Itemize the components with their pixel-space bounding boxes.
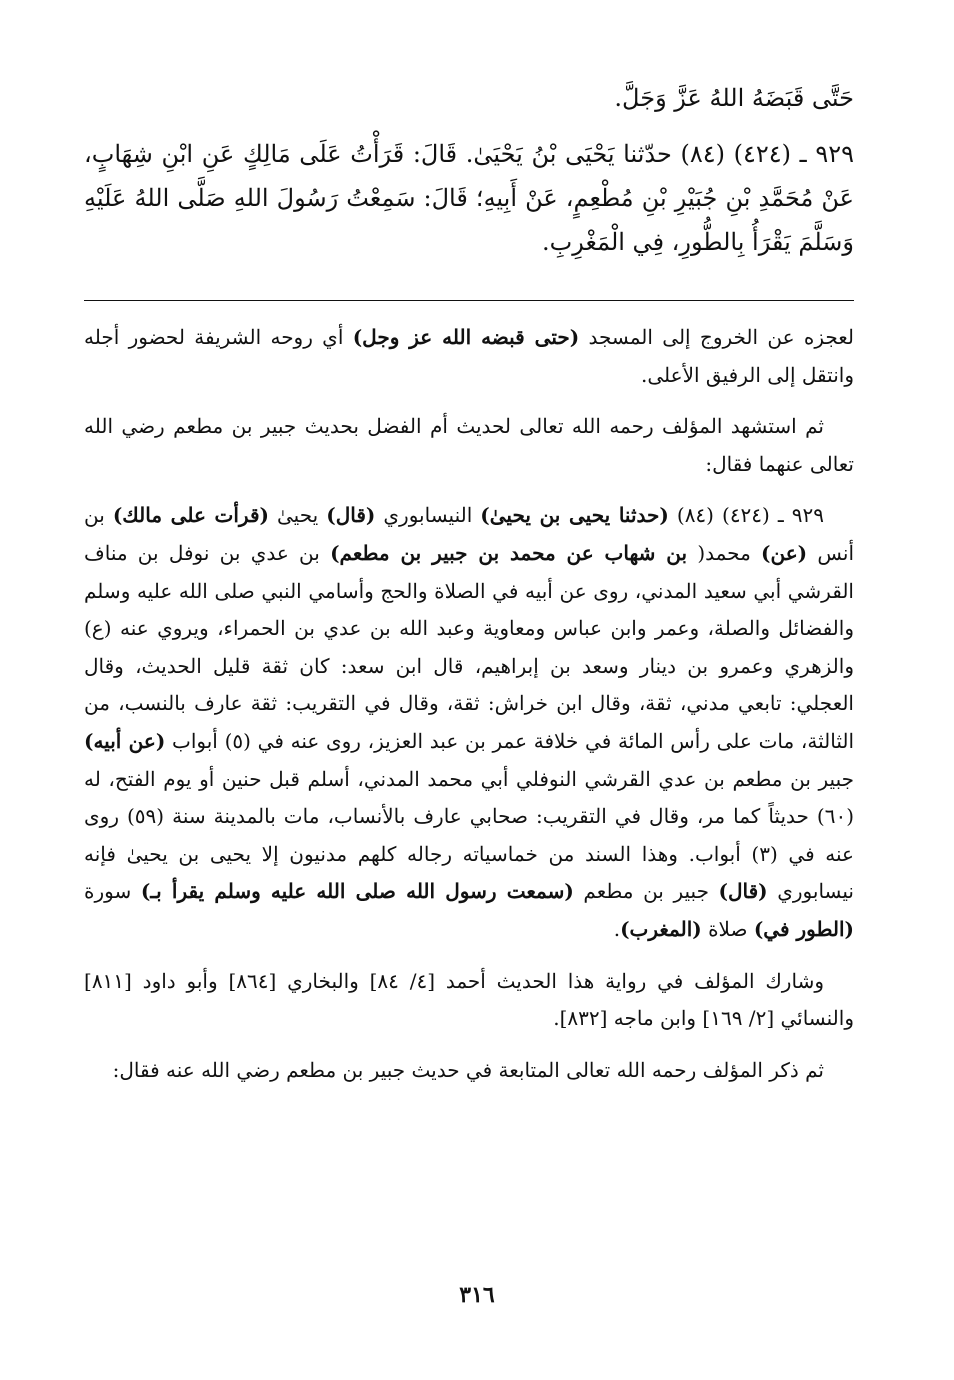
page-number: ٣١٦ — [459, 1282, 495, 1308]
previous-hadith-ending: حَتَّى قَبَضَهُ اللهُ عَزَّ وَجَلَّ. — [614, 84, 854, 112]
p3-s10: بن شهاب عن محمد بن جبير بن مطعم) — [330, 540, 688, 565]
p3-s3: النيسابوري — [375, 503, 481, 528]
p3-s14: (قال) — [718, 879, 768, 904]
p3-s4: (قال) — [326, 503, 376, 528]
commentary-paragraph-4: وشارك المؤلف في رواية هذا الحديث أحمد [٤/ ٨٤] والبخاري [٨٦٤] وأبو داود [٨١١] والنسائي [٢/ ١٦٩] وابن ماجه [٨٣٢]. — [84, 968, 854, 1031]
commentary-paragraph-2: ثم استشهد المؤلف رحمه الله تعالى لحديث أم الفضل بحديث جبير بن مطعم رضي الله تعالى عنهما فقال: — [84, 414, 854, 476]
p3-s5: يحيىٰ — [268, 503, 327, 528]
p1-quote: (حتى قبضه الله عز وجل) — [352, 325, 580, 349]
page-body — [84, 76, 854, 1103]
commentary-paragraph-1 — [84, 319, 854, 394]
commentary-paragraph-3 — [84, 497, 854, 948]
hadith-text-section — [84, 76, 854, 264]
p1-text-a: لعجزه عن الخروج إلى المسجد — [579, 325, 855, 349]
p3-s16: (سمعت رسول الله صلى الله عليه وسلم يقرأ بـ) — [140, 879, 574, 904]
p3-s19: صلاة — [701, 916, 754, 941]
p3-s21: . — [613, 916, 621, 941]
p3-s9: محمد( — [687, 540, 762, 565]
p3-s13: جبير بن مطعم بن عدي القرشي النوفلي أبي محمد المدني، أسلم قبل حنين أو يوم الفتح، له (٦٠) حديثاً كما مر، وقال في التقريب: صحابي عارف بالأنساب، مات بالمدينة سنة (٥٩) روى عنه في (٣) أبواب. وهذا السند من خماسياته رجاله كلهم مدنيون إلا يحيى بن يحيىٰ فإنه نيسابوري — [84, 766, 854, 904]
p3-s17: سورة — [84, 879, 141, 904]
p3-s11: بن عدي بن نوفل بن مناف القرشي أبي سعيد المدني، روى عن أبيه في الصلاة والحج وأسامي النبي صلى الله عليه وسلم والفضائل والصلة، وعمر وابن عباس ومعاوية وعبد الله بن عدي بن الحمراء، ويروي عنه (ع) والزهري وعمرو بن دينار وسعد بن إبراهيم، قال ابن سعد: كان ثقة قليل الحديث، وقال العجلي: تابعي مدني، ثقة، وقال ابن خراش: ثقة، وقال في التقريب: ثقة عارف بالنسب، من الثالثة، مات على رأس المائة في خلافة عمر بن عبد العزيز، روى عنه في (٥) أبواب — [84, 540, 855, 753]
commentary-paragraph-5: ثم ذكر المؤلف رحمه الله تعالى المتابعة في حديث جبير بن مطعم رضي الله عنه فقال: — [112, 1057, 824, 1082]
p3-s7: بن أنس — [84, 503, 854, 565]
hadith-929-text: ٩٢٩ ـ (٤٢٤) (٨٤) حدّثنا يَحْيَى بْنُ يَحْيَىٰ. قَالَ: قَرَأْتُ عَلَى مَالِكٍ عَنِ ابْنِ شِهَابٍ، عَنْ مُحَمَّدِ بْنِ جُبَيْرِ بْنِ مُطْعِمٍ، عَنْ أَبِيهِ؛ قَالَ: سَمِعْتُ رَسُولَ اللهِ صَلَّى اللهُ عَلَيْهِ وَسَلَّمَ يَقْرَأُ بِالطُّورِ، فِي الْمَغْرِبِ. — [84, 140, 855, 256]
footnote-divider — [84, 300, 854, 301]
p3-s1: ٩٢٩ ـ (٤٢٤) (٨٤) — [668, 503, 824, 528]
p1-text-c: أي روحه الشريفة لحضور أجله وانتقل إلى الرفيق الأعلى. — [84, 325, 854, 387]
p3-s2: (حدثنا يحيى بن يحيىٰ) — [480, 503, 669, 528]
p3-s20: (المغرب) — [620, 916, 702, 941]
p3-s8: (عن) — [761, 540, 808, 565]
commentary-section — [84, 319, 854, 1089]
p3-s15: جبير بن مطعم — [573, 879, 719, 904]
p3-s6: (قرأت على مالك) — [112, 503, 269, 528]
p3-s18: (الطور في) — [753, 916, 854, 941]
p3-s12: (عن أبيه) — [84, 728, 166, 753]
